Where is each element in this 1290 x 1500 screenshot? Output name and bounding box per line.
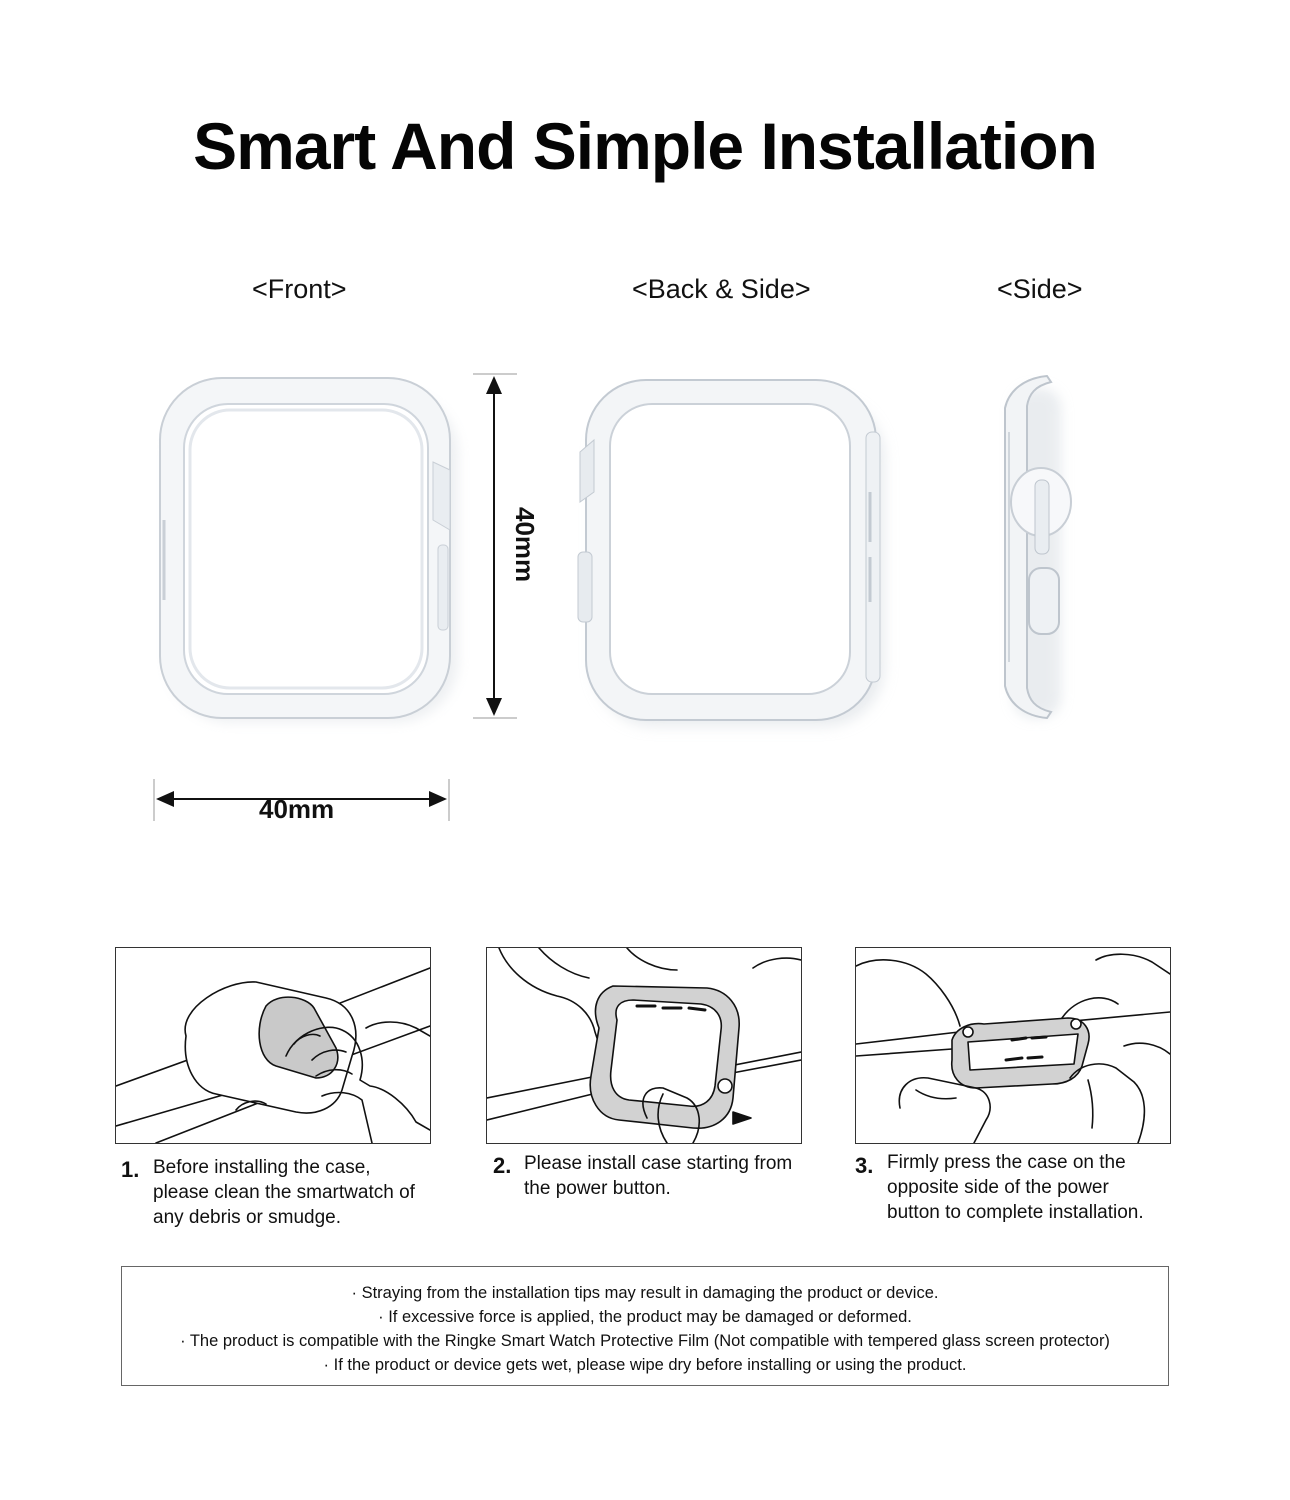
step-1-text: Before installing the case, please clean the smartwatch of any debris or smudge.	[153, 1157, 415, 1228]
step-2-number: 2.	[493, 1153, 512, 1178]
side-profile-case-image	[995, 372, 1075, 722]
width-dimension-label: 40mm	[259, 794, 335, 824]
height-dimension-label: 40mm	[510, 507, 540, 583]
step-1-illustration	[115, 947, 431, 1144]
front-case-image	[150, 370, 470, 730]
back-side-view-label: <Back & Side>	[632, 274, 811, 304]
step-3-text: Firmly press the case on the opposite side of the power button to complete installation.	[887, 1152, 1144, 1223]
step-1-number: 1.	[121, 1157, 140, 1182]
step-2-illustration	[486, 947, 802, 1144]
step-3-number: 3.	[855, 1153, 874, 1178]
notice-box	[121, 1266, 1169, 1386]
back-side-case-image	[572, 372, 892, 732]
side-view-label: <Side>	[997, 274, 1083, 304]
notice-line: · If the product or device gets wet, please wipe dry before installing or using the product.	[323, 1356, 967, 1374]
notice-line: · The product is compatible with the Ringke Smart Watch Protective Film (Not compatible with tempered glass screen protector)	[180, 1332, 1110, 1350]
step-3-illustration	[855, 947, 1171, 1144]
front-view-label: <Front>	[252, 274, 347, 304]
step-2-text: Please install case starting from the power button.	[524, 1153, 793, 1199]
notice-line: · Straying from the installation tips may result in damaging the product or device.	[351, 1284, 939, 1302]
notice-line: · If excessive force is applied, the product may be damaged or deformed.	[378, 1308, 912, 1326]
page-title: Smart And Simple Installation	[193, 109, 1097, 183]
